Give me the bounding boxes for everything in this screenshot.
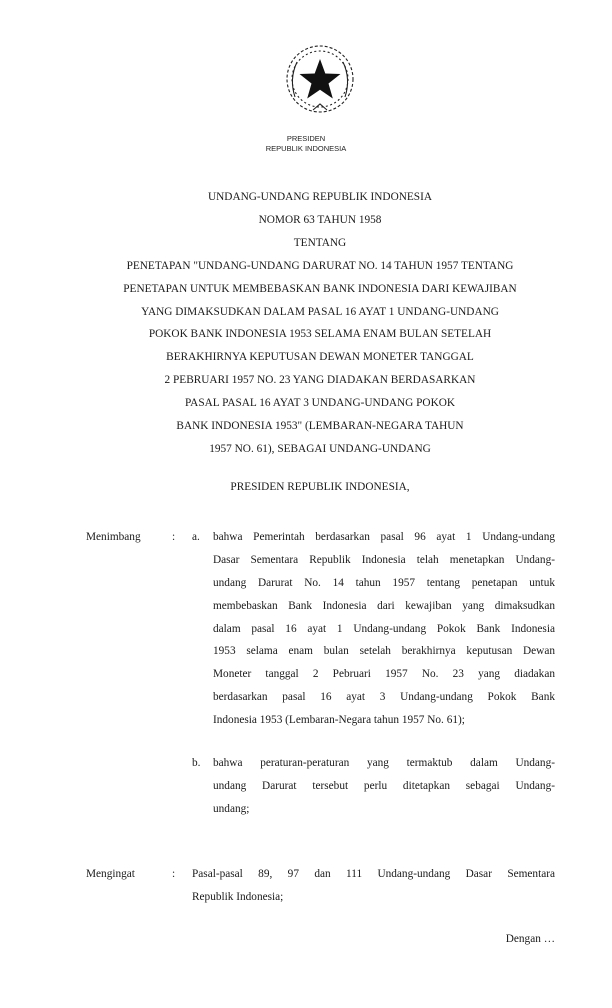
paragraph-line: dalam pasal 16 ayat 1 Undang-undang Pokok Bank Indonesia	[213, 622, 555, 635]
paragraph-line: Dasar Sementara Republik Indonesia telah menetapkan Undang-	[213, 553, 555, 566]
paragraph-line: berdasarkan pasal 16 ayat 3 Undang-undang Pokok Bank	[213, 691, 555, 704]
title-line: TENTANG	[293, 236, 347, 249]
paragraph-line: 1953 selama enam bulan setelah berakhirnya keputusan Dewan	[213, 645, 555, 658]
paragraph-line: bahwa Pemerintah berdasarkan pasal 96 ayat 1 Undang-undang	[213, 531, 555, 543]
title-line: BERAKHIRNYA KEPUTUSAN DEWAN MONETER TANGGAL	[166, 351, 474, 364]
menimbang-label: Menimbang	[86, 531, 141, 543]
paragraph-line: Indonesia 1953 (Lembaran-Negara tahun 1957 No. 61);	[213, 714, 465, 727]
title-line: PENETAPAN "UNDANG-UNDANG DARURAT NO. 14 TAHUN 1957 TENTANG	[126, 259, 514, 272]
paragraph-line: undang Darurat tersebut perlu ditetapkan sebagai Undang-	[213, 779, 555, 792]
title-line: 1957 NO. 61), SEBAGAI UNDANG-UNDANG	[209, 442, 431, 455]
garuda-star-emblem-icon	[283, 42, 357, 116]
paragraph-line: undang;	[213, 802, 250, 815]
enacting-authority: PRESIDEN REPUBLIK INDONESIA,	[230, 481, 410, 493]
emblem-caption-presiden: PRESIDEN	[286, 134, 326, 143]
title-line: YANG DIMAKSUDKAN DALAM PASAL 16 AYAT 1 UNDANG-UNDANG	[141, 305, 499, 318]
page-continuation: Dengan …	[505, 933, 555, 945]
item-letter-b: b.	[192, 757, 201, 769]
title-line: NOMOR 63 TAHUN 1958	[258, 213, 382, 226]
menimbang-item-a	[213, 526, 555, 732]
menimbang-item-b	[213, 752, 555, 821]
paragraph-line: Republik Indonesia;	[192, 890, 284, 903]
paragraph-line: undang Darurat No. 14 tahun 1957 tentang penetapan untuk	[213, 576, 555, 589]
document-title	[0, 186, 612, 461]
emblem-caption-republik: REPUBLIK INDONESIA	[265, 144, 347, 153]
mengingat-label: Mengingat	[86, 868, 135, 880]
item-letter-a: a.	[192, 531, 200, 543]
mengingat-text	[192, 863, 555, 909]
paragraph-line: membebaskan Bank Indonesia dari kewajiban yang dimaksudkan	[213, 599, 555, 612]
title-line: 2 PEBRUARI 1957 NO. 23 YANG DIADAKAN BERDASARKAN	[164, 374, 476, 387]
paragraph-line: bahwa peraturan-peraturan yang termaktub dalam Undang-	[213, 757, 555, 769]
title-line: UNDANG-UNDANG REPUBLIK INDONESIA	[207, 191, 433, 203]
title-line: BANK INDONESIA 1953" (LEMBARAN-NEGARA TAHUN	[176, 420, 464, 433]
paragraph-line: Pasal-pasal 89, 97 dan 111 Undang-undang Dasar Sementara	[192, 868, 555, 880]
paragraph-line: Moneter tanggal 2 Pebruari 1957 No. 23 yang diadakan	[213, 668, 555, 681]
title-line: PASAL PASAL 16 AYAT 3 UNDANG-UNDANG POKOK	[184, 397, 456, 410]
title-line: PENETAPAN UNTUK MEMBEBASKAN BANK INDONESIA DARI KEWAJIBAN	[123, 282, 517, 295]
menimbang-colon: :	[172, 531, 176, 543]
mengingat-colon: :	[172, 868, 176, 880]
title-line: POKOK BANK INDONESIA 1953 SELAMA ENAM BULAN SETELAH	[148, 328, 492, 341]
